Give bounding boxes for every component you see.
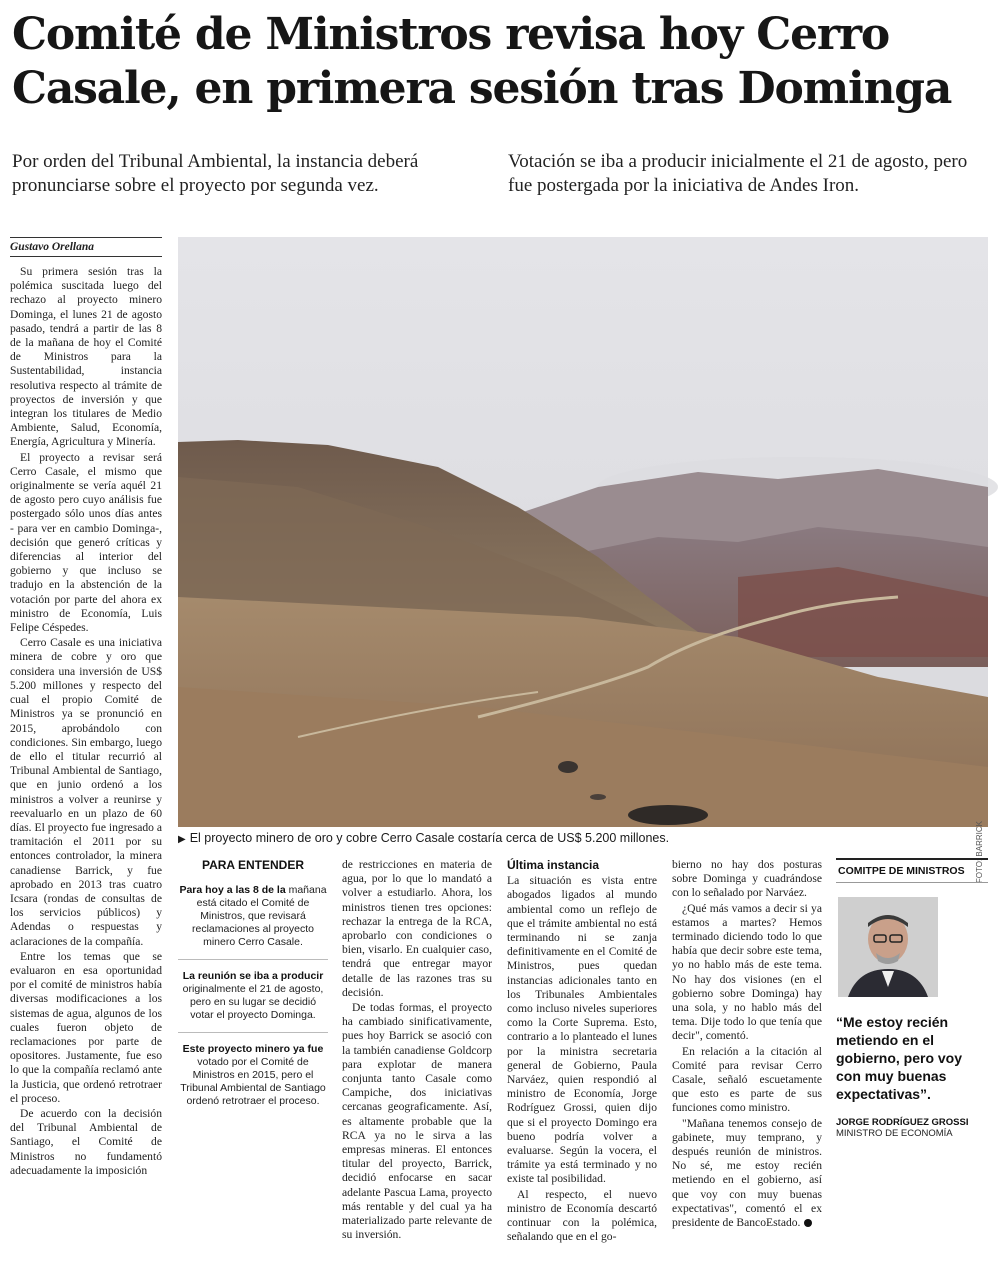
column-4: [672, 858, 822, 1276]
column-3: [507, 858, 657, 1276]
photo-credit: FOTO: BARRICK: [975, 821, 984, 884]
sidebar-item-lead: Para hoy a las 8 de la: [179, 884, 286, 896]
deck-right: Votación se iba a producir inicialmente el 21 de agosto, pero fue postergada por la iniciativa de Andes Iron.: [508, 151, 968, 196]
para-entender-title: PARA ENTENDER: [201, 858, 304, 872]
sidebar-item-text: votado por el Comité de Ministros en 2015, pero el Tribunal Ambiental de Santiago ordenó retrotraer el proceso.: [180, 1056, 326, 1107]
caption-text: El proyecto minero de oro y cobre Cerro Casale costaría cerca de US$ 5.200 millones.: [189, 831, 670, 845]
sidebar-item: [178, 1043, 328, 1118]
photo-caption: [178, 831, 988, 845]
paragraph: De acuerdo con la decisión del Tribunal Ambiental de Santiago, el Comité de Ministros no fundamentó adecuadamente la imposición: [10, 1106, 162, 1177]
quote-box-header: COMITPE DE MINISTROS: [836, 858, 988, 883]
paragraph: Entre los temas que se evaluaron en esa oportunidad por el comité de ministros había diversas modificaciones a los sistemas de agua, algunos de los cuales fueron objeto de reclamaciones por parte de opositores. Justamente, fue eso lo que la compañía reclamó ante la Justicia, que ordenó retrotraer el proceso.: [10, 949, 162, 1105]
sidebar-item-text: originalmente el 21 de agosto, pero en su lugar se decidió votar el proyecto Dominga.: [182, 983, 324, 1021]
headline: Comité de Ministros revisa hoy Cerro Casale, en primera sesión tras Dominga: [12, 9, 952, 114]
paragraph: En relación a la citación al Comité para revisar Cerro Casale, señaló escuetamente que esto es parte de sus funciones como ministro.: [672, 1044, 822, 1115]
paragraph: bierno no hay dos posturas sobre Dominga y cuadrándose con lo señalado por Narváez.: [672, 858, 822, 900]
column-2: [342, 858, 492, 1276]
paragraph: Cerro Casale es una iniciativa minera de cobre y oro que considera una inversión de US$ 5.200 millones y respecto del cual el propio Comité de Ministros ya se pronunció en 2015, aprobándolo con condiciones. Sin embargo, luego de ello el titular recurrió al Tribunal Ambiental de Santiago, que en junio ordenó a los ministros a volver a reunirse y reevaluarlo en un plazo de 60 días. El proyecto fue ingresado a tramitación el 2011 por su entonces controlador, la minera canadiense Barrick, y fue aprobado en 2013 tras cuatro Icsara (rondas de consultas de los servicios públicos) y Adendas o respuestas y aclaraciones de la compañía.: [10, 636, 162, 948]
triangle-bullet-icon: ▶: [178, 834, 186, 845]
portrait-photo: [838, 897, 938, 997]
paragraph: El proyecto a revisar será Cerro Casale, el mismo que originalmente se vería aquél 21 de agosto pero cuyo análisis fue postergado sólo unos días antes - para ver en cambio Dominga-, decisión que generó críticas y diferencias al interior del gobierno y que incluso se tradujo en la abstención de la votación por parte del ahora ex ministro de Economía, Luis Felipe Céspedes.: [10, 450, 162, 635]
end-mark-icon: [804, 1219, 812, 1227]
para-entender-box: [178, 858, 328, 1128]
sidebar-item: [178, 970, 328, 1033]
pull-quote: “Me estoy recién metiendo en el gobierno, pero voy con muy buenas expectativas”.: [836, 1014, 963, 1102]
sidebar-item-text: mañana está citado el Comité de Ministros, que revisará reclamaciones al proyecto minero Cerro Casale.: [192, 884, 327, 948]
left-body: [10, 265, 162, 1178]
deck-left: Por orden del Tribunal Ambiental, la instancia deberá pronunciarse sobre el proyecto por segunda vez.: [12, 151, 419, 196]
byline: Gustavo Orellana: [10, 237, 162, 257]
paragraph-text: "Mañana tenemos consejo de gabinete, muy temprano, y después reunión de ministros. No sé, me estoy recién metiendo en el gobierno, así que voy con muy buenas expectativas", comentó el ex presidente de BancoEstado.: [672, 1116, 822, 1230]
quote-author-role: MINISTRO DE ECONOMÍA: [836, 1128, 953, 1139]
paragraph: ¿Qué más vamos a decir si ya estamos a martes? Hemos terminado diciendo todo lo que había que decir sobre este tema, yo no hablo más de este tema. No hay dos visiones (en el gobierno sobre Dominga) hay una sola, y no hablo más del tema. Dije todo lo que tenía que decir", comentó.: [672, 901, 822, 1043]
paragraph: De todas formas, el proyecto ha cambiado sinificativamente, pues hoy Barrick se asoció con la también canadiense Goldcorp para explotar de manera conjunta tanto Casale como Campiche, dos iniciativas cercanas geograficamente. Así, es altamente probable que la RCA ya no le sirva a las empresas mineras. El entonces titular del proyecto, Barrick, decidió enfocarse en sacar adelante Pascua Lama, proyecto más rentable y del cual ya ha materializado parte relevante de su inversión.: [342, 1001, 492, 1242]
sidebar-item-lead: La reunión se iba a producir: [182, 970, 324, 982]
sidebar-item-lead: Este proyecto minero ya fue: [182, 1043, 324, 1055]
paragraph: [672, 1117, 822, 1231]
paragraph: de restricciones en materia de agua, por lo que lo mandató a volver a estudiarlo. Ahora, los ministros tienen tres opciones: rechazar la entrega de la RCA, aprobarlo con condiciones o bien, visarlo. En cualquier caso, tendrá que entregar mayor detalle de las razones tras su decisión.: [342, 858, 492, 999]
paragraph: Al respecto, el nuevo ministro de Economía descartó continuar con la polémica, señalando que en el go-: [507, 1187, 657, 1244]
sidebar-item: [178, 884, 328, 960]
section-heading: Última instancia: [507, 858, 600, 872]
left-column: [10, 237, 162, 1277]
paragraph: Su primera sesión tras la polémica suscitada luego del rechazo al proyecto minero Dominga, el lunes 21 de agosto pasado, tendrá a partir de las 8 de la mañana de hoy el Comité de Ministros para la Sustentabilidad, instancia resolutiva respecto al trámite de proyectos de inversión y que integran los titulares de Medio Ambiente, Salud, Economía, Energía, Agricultura y Minería.: [10, 265, 162, 449]
paragraph: La situación es vista entre abogados ligados al mundo ambiental como un reflejo de que el trámite ambiental no está terminando ni se zanja definitivamente en el Comité de Ministros, pues quedan instancias adicionales tanto en los Tribunales Ambientales como incluso niveles superiores como la Corte Suprema. Esto, contrario a lo planteado el lunes por la ministra secretaria general de Gobierno, Paula Narváez, quien respondió al ministro de Economía, Jorge Rodríguez Grossi, quien dijo que si el proyecto Domingo era bueno podría volver a evaluarse. Según la vocera, el trámite ya está terminado y no existe tal posibilidad.: [507, 874, 657, 1186]
quote-author-name: JORGE RODRÍGUEZ GROSSI: [836, 1117, 969, 1128]
quote-box: [836, 858, 988, 1139]
landscape-illustration: [178, 237, 988, 827]
portrait-illustration: [838, 897, 938, 997]
